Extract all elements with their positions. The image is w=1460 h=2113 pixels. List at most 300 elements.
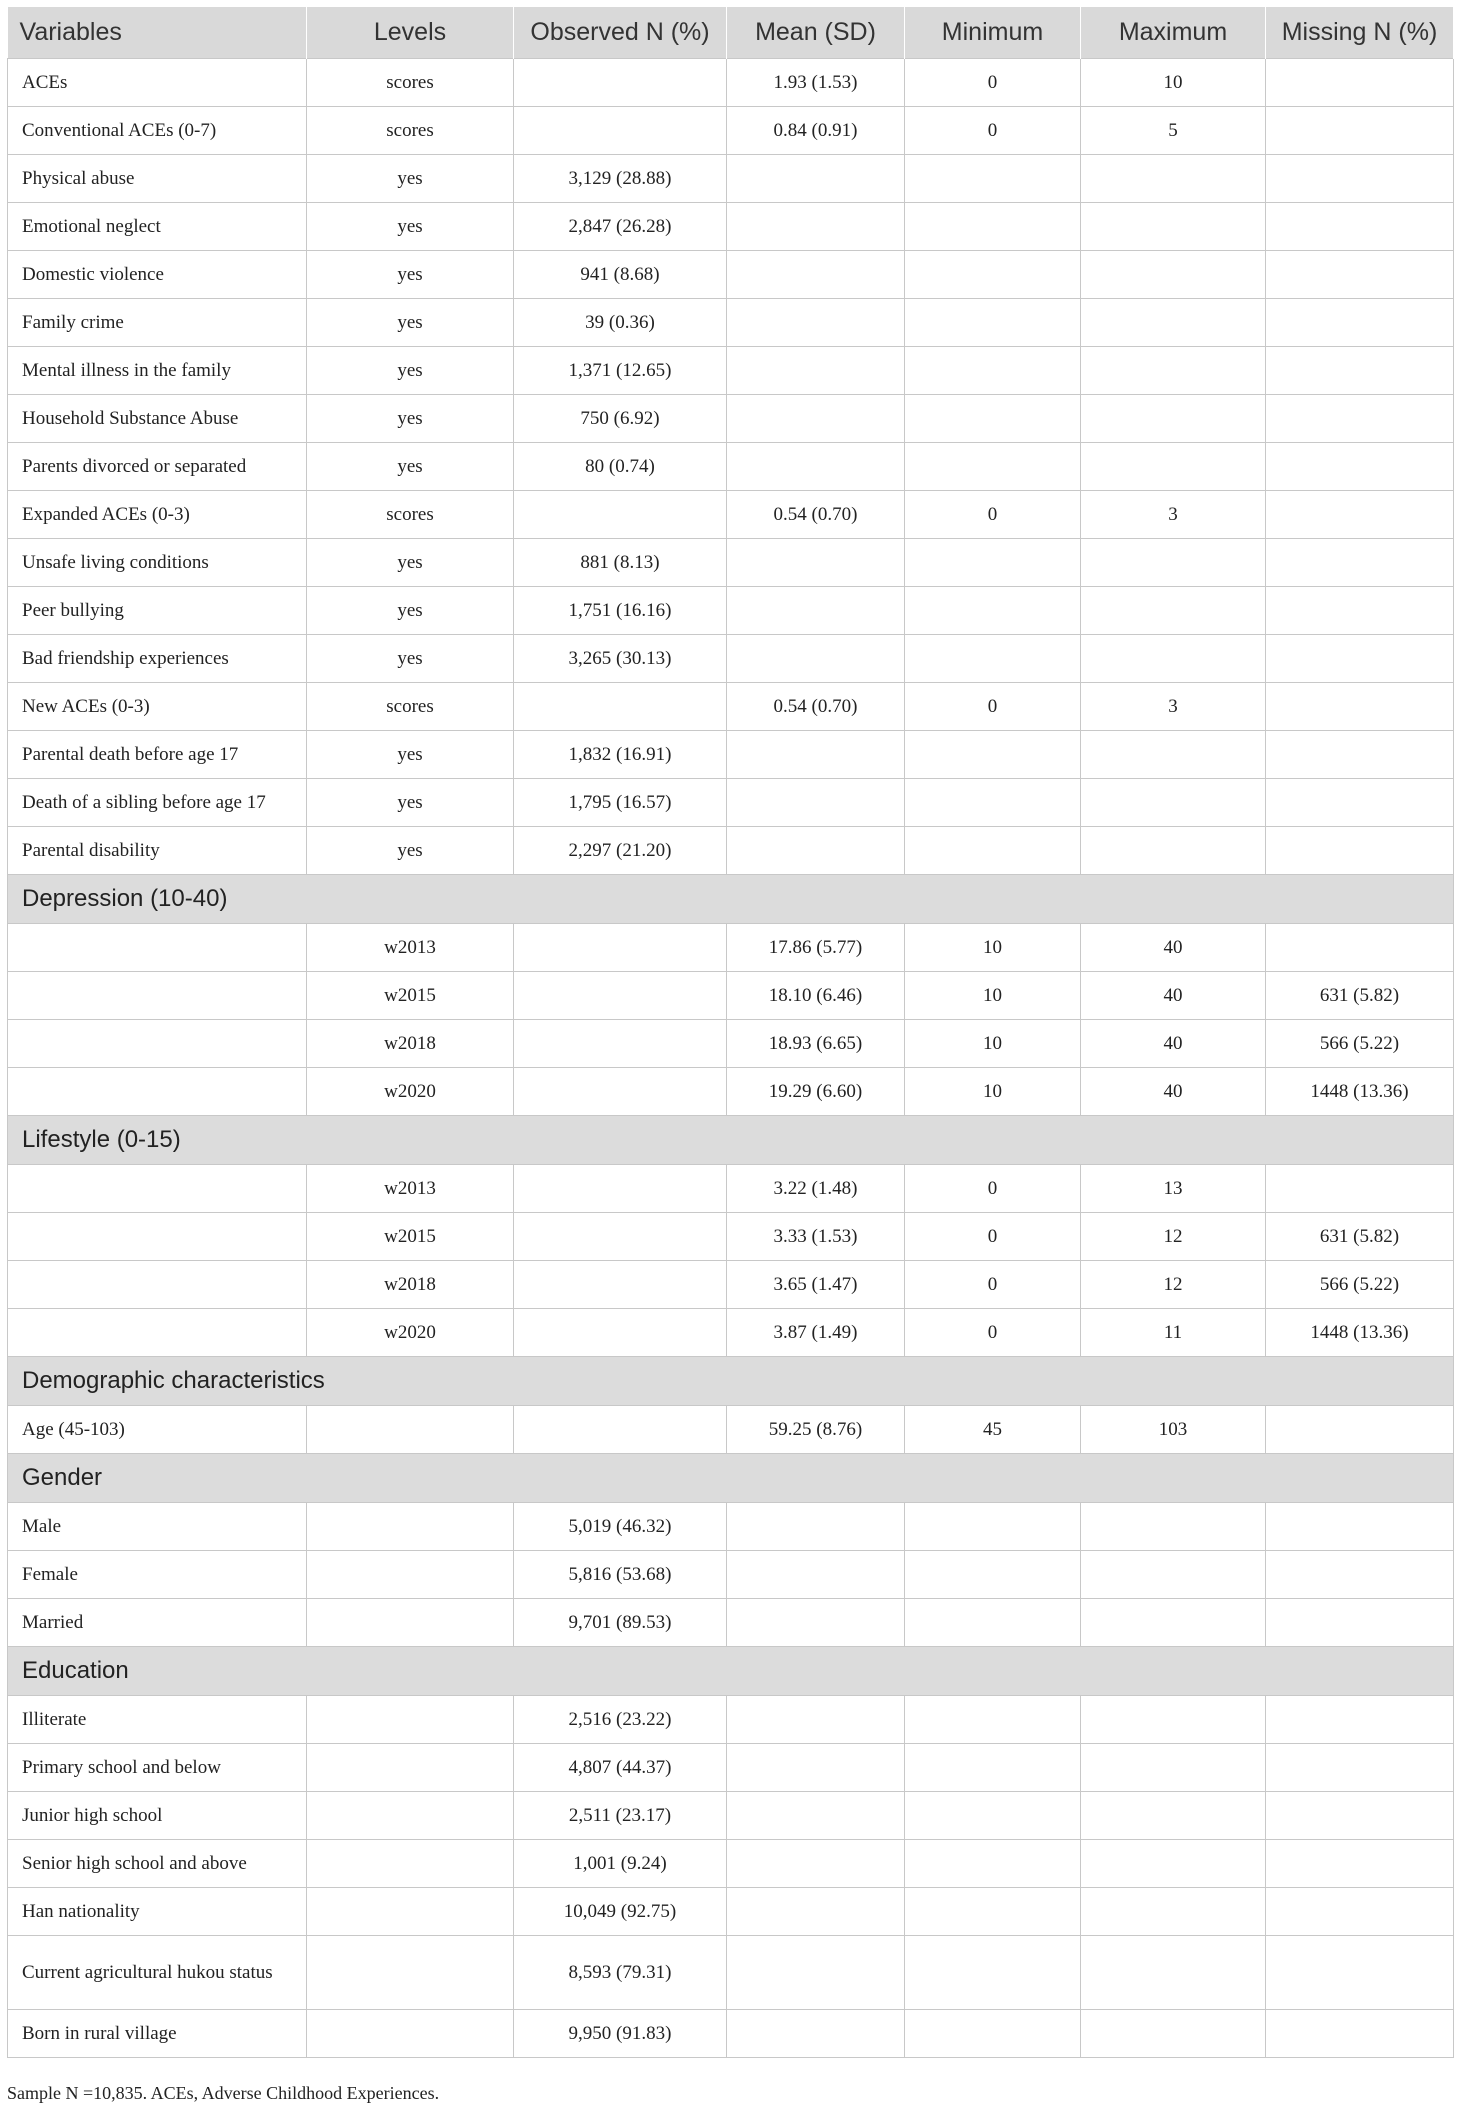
cell-level: yes bbox=[307, 395, 514, 443]
cell-minimum bbox=[905, 1696, 1081, 1744]
cell-observed bbox=[514, 1165, 727, 1213]
cell-variable: Conventional ACEs (0-7) bbox=[8, 107, 307, 155]
cell-level: yes bbox=[307, 539, 514, 587]
table-footnote: Sample N =10,835. ACEs, Adverse Childhood Experiences. bbox=[7, 2083, 440, 2103]
cell-maximum bbox=[1081, 155, 1266, 203]
cell-maximum: 12 bbox=[1081, 1261, 1266, 1309]
cell-mean-sd: 3.22 (1.48) bbox=[727, 1165, 905, 1213]
cell-missing bbox=[1266, 1503, 1454, 1551]
cell-observed: 4,807 (44.37) bbox=[514, 1744, 727, 1792]
cell-variable: Peer bullying bbox=[8, 587, 307, 635]
cell-missing: 566 (5.22) bbox=[1266, 1020, 1454, 1068]
cell-observed: 39 (0.36) bbox=[514, 299, 727, 347]
cell-variable bbox=[8, 1020, 307, 1068]
table-row bbox=[8, 1599, 1454, 1647]
cell-minimum bbox=[905, 347, 1081, 395]
cell-level bbox=[307, 1406, 514, 1454]
table-row bbox=[8, 635, 1454, 683]
table-row bbox=[8, 924, 1454, 972]
cell-level: yes bbox=[307, 827, 514, 875]
cell-level: yes bbox=[307, 203, 514, 251]
cell-minimum bbox=[905, 1840, 1081, 1888]
cell-variable: New ACEs (0-3) bbox=[8, 683, 307, 731]
cell-variable: Physical abuse bbox=[8, 155, 307, 203]
table-row bbox=[8, 395, 1454, 443]
cell-observed: 1,832 (16.91) bbox=[514, 731, 727, 779]
table-row bbox=[8, 299, 1454, 347]
cell-level bbox=[307, 1696, 514, 1744]
cell-observed: 9,950 (91.83) bbox=[514, 2010, 727, 2058]
cell-maximum bbox=[1081, 1840, 1266, 1888]
cell-mean-sd bbox=[727, 395, 905, 443]
cell-maximum: 11 bbox=[1081, 1309, 1266, 1357]
cell-maximum bbox=[1081, 1936, 1266, 2010]
cell-observed: 941 (8.68) bbox=[514, 251, 727, 299]
cell-maximum: 12 bbox=[1081, 1213, 1266, 1261]
cell-observed: 8,593 (79.31) bbox=[514, 1936, 727, 2010]
descriptive-statistics-table bbox=[7, 7, 1454, 2058]
cell-missing bbox=[1266, 347, 1454, 395]
column-header-mean-sd: Mean (SD) bbox=[727, 7, 905, 59]
section-header-row bbox=[8, 1647, 1454, 1696]
cell-maximum: 3 bbox=[1081, 491, 1266, 539]
cell-missing bbox=[1266, 443, 1454, 491]
table-row bbox=[8, 827, 1454, 875]
table-row bbox=[8, 203, 1454, 251]
cell-observed: 3,129 (28.88) bbox=[514, 155, 727, 203]
cell-minimum: 10 bbox=[905, 972, 1081, 1020]
table-row bbox=[8, 155, 1454, 203]
cell-variable: Bad friendship experiences bbox=[8, 635, 307, 683]
cell-missing bbox=[1266, 1165, 1454, 1213]
cell-level: yes bbox=[307, 731, 514, 779]
cell-mean-sd bbox=[727, 1599, 905, 1647]
cell-observed: 5,816 (53.68) bbox=[514, 1551, 727, 1599]
table-body bbox=[8, 59, 1454, 2058]
cell-mean-sd bbox=[727, 1744, 905, 1792]
cell-level bbox=[307, 1503, 514, 1551]
cell-missing bbox=[1266, 395, 1454, 443]
cell-level: w2015 bbox=[307, 972, 514, 1020]
cell-missing bbox=[1266, 924, 1454, 972]
cell-mean-sd bbox=[727, 1840, 905, 1888]
table-row bbox=[8, 251, 1454, 299]
cell-mean-sd bbox=[727, 587, 905, 635]
cell-variable: Unsafe living conditions bbox=[8, 539, 307, 587]
cell-level: w2018 bbox=[307, 1261, 514, 1309]
cell-minimum: 0 bbox=[905, 1261, 1081, 1309]
cell-maximum bbox=[1081, 539, 1266, 587]
cell-variable bbox=[8, 1261, 307, 1309]
cell-variable: Death of a sibling before age 17 bbox=[8, 779, 307, 827]
table-row bbox=[8, 539, 1454, 587]
cell-maximum bbox=[1081, 2010, 1266, 2058]
cell-variable: Household Substance Abuse bbox=[8, 395, 307, 443]
table-row bbox=[8, 1020, 1454, 1068]
cell-missing: 631 (5.82) bbox=[1266, 972, 1454, 1020]
cell-missing bbox=[1266, 731, 1454, 779]
column-header-missing: Missing N (%) bbox=[1266, 7, 1454, 59]
cell-mean-sd: 0.54 (0.70) bbox=[727, 683, 905, 731]
cell-minimum bbox=[905, 779, 1081, 827]
cell-variable: Junior high school bbox=[8, 1792, 307, 1840]
table-row bbox=[8, 731, 1454, 779]
table-row bbox=[8, 491, 1454, 539]
cell-level: yes bbox=[307, 779, 514, 827]
cell-variable: Expanded ACEs (0-3) bbox=[8, 491, 307, 539]
cell-missing bbox=[1266, 1888, 1454, 1936]
descriptive-statistics-table-container bbox=[7, 7, 1453, 2058]
cell-maximum bbox=[1081, 203, 1266, 251]
cell-observed: 1,751 (16.16) bbox=[514, 587, 727, 635]
cell-minimum bbox=[905, 395, 1081, 443]
cell-mean-sd bbox=[727, 539, 905, 587]
cell-missing bbox=[1266, 299, 1454, 347]
cell-minimum: 0 bbox=[905, 1309, 1081, 1357]
cell-maximum bbox=[1081, 395, 1266, 443]
table-row bbox=[8, 1213, 1454, 1261]
cell-level: scores bbox=[307, 491, 514, 539]
cell-mean-sd: 18.93 (6.65) bbox=[727, 1020, 905, 1068]
cell-variable: Born in rural village bbox=[8, 2010, 307, 2058]
cell-level bbox=[307, 2010, 514, 2058]
cell-missing bbox=[1266, 827, 1454, 875]
cell-mean-sd bbox=[727, 1936, 905, 2010]
cell-observed bbox=[514, 107, 727, 155]
cell-observed: 2,516 (23.22) bbox=[514, 1696, 727, 1744]
cell-variable: Parents divorced or separated bbox=[8, 443, 307, 491]
cell-missing: 1448 (13.36) bbox=[1266, 1068, 1454, 1116]
cell-variable bbox=[8, 924, 307, 972]
cell-maximum: 5 bbox=[1081, 107, 1266, 155]
cell-variable: Female bbox=[8, 1551, 307, 1599]
column-header-levels: Levels bbox=[307, 7, 514, 59]
cell-maximum bbox=[1081, 779, 1266, 827]
table-row bbox=[8, 779, 1454, 827]
cell-minimum: 10 bbox=[905, 1020, 1081, 1068]
cell-mean-sd bbox=[727, 299, 905, 347]
cell-observed: 1,795 (16.57) bbox=[514, 779, 727, 827]
cell-variable: Primary school and below bbox=[8, 1744, 307, 1792]
cell-observed bbox=[514, 1020, 727, 1068]
cell-level bbox=[307, 1792, 514, 1840]
cell-maximum: 13 bbox=[1081, 1165, 1266, 1213]
cell-level: yes bbox=[307, 299, 514, 347]
cell-observed bbox=[514, 1309, 727, 1357]
cell-missing bbox=[1266, 587, 1454, 635]
cell-variable: Illiterate bbox=[8, 1696, 307, 1744]
cell-mean-sd: 0.54 (0.70) bbox=[727, 491, 905, 539]
cell-observed bbox=[514, 1261, 727, 1309]
cell-level: yes bbox=[307, 155, 514, 203]
cell-level: yes bbox=[307, 635, 514, 683]
cell-maximum: 40 bbox=[1081, 972, 1266, 1020]
cell-maximum bbox=[1081, 731, 1266, 779]
cell-observed bbox=[514, 491, 727, 539]
table-row bbox=[8, 1936, 1454, 2010]
table-row bbox=[8, 443, 1454, 491]
cell-mean-sd: 3.33 (1.53) bbox=[727, 1213, 905, 1261]
cell-observed bbox=[514, 683, 727, 731]
cell-missing bbox=[1266, 2010, 1454, 2058]
cell-missing bbox=[1266, 155, 1454, 203]
cell-variable: Domestic violence bbox=[8, 251, 307, 299]
cell-level bbox=[307, 1840, 514, 1888]
column-header-observed: Observed N (%) bbox=[514, 7, 727, 59]
cell-minimum bbox=[905, 443, 1081, 491]
cell-missing bbox=[1266, 1792, 1454, 1840]
cell-level: w2018 bbox=[307, 1020, 514, 1068]
cell-observed bbox=[514, 924, 727, 972]
cell-minimum bbox=[905, 1936, 1081, 2010]
cell-mean-sd bbox=[727, 155, 905, 203]
column-header-maximum: Maximum bbox=[1081, 7, 1266, 59]
cell-mean-sd bbox=[727, 827, 905, 875]
cell-level: scores bbox=[307, 683, 514, 731]
cell-minimum bbox=[905, 635, 1081, 683]
column-header-minimum: Minimum bbox=[905, 7, 1081, 59]
cell-level: w2015 bbox=[307, 1213, 514, 1261]
cell-missing bbox=[1266, 1936, 1454, 2010]
cell-variable: Married bbox=[8, 1599, 307, 1647]
cell-observed bbox=[514, 59, 727, 107]
cell-maximum: 103 bbox=[1081, 1406, 1266, 1454]
cell-missing bbox=[1266, 635, 1454, 683]
cell-variable: Emotional neglect bbox=[8, 203, 307, 251]
table-row bbox=[8, 1696, 1454, 1744]
cell-mean-sd bbox=[727, 347, 905, 395]
cell-level: w2013 bbox=[307, 924, 514, 972]
cell-maximum: 40 bbox=[1081, 924, 1266, 972]
section-header-row bbox=[8, 875, 1454, 924]
section-header-row bbox=[8, 1357, 1454, 1406]
cell-minimum: 0 bbox=[905, 107, 1081, 155]
table-row bbox=[8, 347, 1454, 395]
cell-level: w2020 bbox=[307, 1068, 514, 1116]
cell-maximum bbox=[1081, 443, 1266, 491]
cell-maximum bbox=[1081, 347, 1266, 395]
table-row bbox=[8, 1261, 1454, 1309]
cell-mean-sd bbox=[727, 731, 905, 779]
cell-observed: 10,049 (92.75) bbox=[514, 1888, 727, 1936]
cell-observed: 1,371 (12.65) bbox=[514, 347, 727, 395]
table-row bbox=[8, 1840, 1454, 1888]
cell-variable bbox=[8, 972, 307, 1020]
cell-observed: 3,265 (30.13) bbox=[514, 635, 727, 683]
section-header-row bbox=[8, 1454, 1454, 1503]
table-row bbox=[8, 2010, 1454, 2058]
cell-variable: Han nationality bbox=[8, 1888, 307, 1936]
cell-mean-sd: 3.87 (1.49) bbox=[727, 1309, 905, 1357]
cell-minimum: 0 bbox=[905, 59, 1081, 107]
cell-mean-sd bbox=[727, 1888, 905, 1936]
section-label: Education bbox=[8, 1647, 1454, 1696]
cell-minimum: 45 bbox=[905, 1406, 1081, 1454]
cell-variable: Senior high school and above bbox=[8, 1840, 307, 1888]
cell-observed: 9,701 (89.53) bbox=[514, 1599, 727, 1647]
cell-level bbox=[307, 1599, 514, 1647]
cell-maximum: 10 bbox=[1081, 59, 1266, 107]
section-label: Lifestyle (0-15) bbox=[8, 1116, 1454, 1165]
cell-missing bbox=[1266, 683, 1454, 731]
table-row bbox=[8, 1551, 1454, 1599]
cell-mean-sd: 3.65 (1.47) bbox=[727, 1261, 905, 1309]
cell-maximum: 40 bbox=[1081, 1020, 1266, 1068]
cell-minimum: 10 bbox=[905, 924, 1081, 972]
cell-minimum bbox=[905, 539, 1081, 587]
table-row bbox=[8, 1744, 1454, 1792]
cell-mean-sd bbox=[727, 2010, 905, 2058]
cell-missing: 1448 (13.36) bbox=[1266, 1309, 1454, 1357]
section-header-row bbox=[8, 1116, 1454, 1165]
cell-mean-sd bbox=[727, 779, 905, 827]
section-label: Gender bbox=[8, 1454, 1454, 1503]
cell-missing bbox=[1266, 251, 1454, 299]
cell-observed: 2,511 (23.17) bbox=[514, 1792, 727, 1840]
table-row bbox=[8, 1406, 1454, 1454]
table-header-row bbox=[8, 7, 1454, 59]
cell-mean-sd bbox=[727, 251, 905, 299]
cell-missing bbox=[1266, 1840, 1454, 1888]
cell-mean-sd: 59.25 (8.76) bbox=[727, 1406, 905, 1454]
cell-maximum bbox=[1081, 827, 1266, 875]
table-row bbox=[8, 1165, 1454, 1213]
cell-minimum bbox=[905, 731, 1081, 779]
table-row bbox=[8, 1068, 1454, 1116]
cell-minimum bbox=[905, 251, 1081, 299]
cell-missing bbox=[1266, 1599, 1454, 1647]
cell-mean-sd bbox=[727, 1551, 905, 1599]
cell-missing bbox=[1266, 539, 1454, 587]
cell-minimum bbox=[905, 1551, 1081, 1599]
cell-minimum bbox=[905, 1744, 1081, 1792]
cell-variable: Current agricultural hukou status bbox=[8, 1936, 307, 2010]
cell-missing bbox=[1266, 1696, 1454, 1744]
cell-maximum: 3 bbox=[1081, 683, 1266, 731]
cell-level: yes bbox=[307, 251, 514, 299]
cell-missing bbox=[1266, 491, 1454, 539]
cell-minimum bbox=[905, 155, 1081, 203]
cell-mean-sd: 1.93 (1.53) bbox=[727, 59, 905, 107]
cell-maximum bbox=[1081, 1744, 1266, 1792]
cell-level: yes bbox=[307, 587, 514, 635]
cell-level: yes bbox=[307, 443, 514, 491]
section-label: Depression (10-40) bbox=[8, 875, 1454, 924]
cell-minimum bbox=[905, 1599, 1081, 1647]
cell-level bbox=[307, 1744, 514, 1792]
cell-mean-sd: 18.10 (6.46) bbox=[727, 972, 905, 1020]
cell-observed bbox=[514, 972, 727, 1020]
cell-mean-sd bbox=[727, 203, 905, 251]
table-row bbox=[8, 107, 1454, 155]
cell-variable: Parental death before age 17 bbox=[8, 731, 307, 779]
cell-observed bbox=[514, 1068, 727, 1116]
cell-maximum bbox=[1081, 1599, 1266, 1647]
cell-minimum bbox=[905, 827, 1081, 875]
cell-minimum bbox=[905, 203, 1081, 251]
cell-mean-sd bbox=[727, 1503, 905, 1551]
cell-minimum: 0 bbox=[905, 1165, 1081, 1213]
cell-variable: Mental illness in the family bbox=[8, 347, 307, 395]
cell-maximum bbox=[1081, 1551, 1266, 1599]
cell-maximum bbox=[1081, 1792, 1266, 1840]
cell-level: scores bbox=[307, 59, 514, 107]
cell-level: yes bbox=[307, 347, 514, 395]
cell-mean-sd bbox=[727, 1792, 905, 1840]
cell-minimum bbox=[905, 1503, 1081, 1551]
cell-minimum: 0 bbox=[905, 683, 1081, 731]
table-row bbox=[8, 1503, 1454, 1551]
table-row bbox=[8, 1888, 1454, 1936]
cell-mean-sd bbox=[727, 443, 905, 491]
cell-minimum: 0 bbox=[905, 491, 1081, 539]
cell-observed: 1,001 (9.24) bbox=[514, 1840, 727, 1888]
cell-mean-sd: 17.86 (5.77) bbox=[727, 924, 905, 972]
cell-observed bbox=[514, 1213, 727, 1261]
cell-observed: 881 (8.13) bbox=[514, 539, 727, 587]
cell-observed: 2,847 (26.28) bbox=[514, 203, 727, 251]
table-row bbox=[8, 683, 1454, 731]
cell-observed: 750 (6.92) bbox=[514, 395, 727, 443]
table-row bbox=[8, 587, 1454, 635]
cell-missing bbox=[1266, 779, 1454, 827]
table-row bbox=[8, 59, 1454, 107]
cell-variable bbox=[8, 1165, 307, 1213]
cell-minimum bbox=[905, 2010, 1081, 2058]
table-row bbox=[8, 972, 1454, 1020]
cell-missing: 631 (5.82) bbox=[1266, 1213, 1454, 1261]
cell-variable bbox=[8, 1213, 307, 1261]
cell-maximum bbox=[1081, 251, 1266, 299]
cell-mean-sd bbox=[727, 635, 905, 683]
cell-variable: Family crime bbox=[8, 299, 307, 347]
cell-level: w2020 bbox=[307, 1309, 514, 1357]
cell-observed: 2,297 (21.20) bbox=[514, 827, 727, 875]
cell-missing bbox=[1266, 1551, 1454, 1599]
cell-variable bbox=[8, 1068, 307, 1116]
cell-missing: 566 (5.22) bbox=[1266, 1261, 1454, 1309]
cell-minimum: 10 bbox=[905, 1068, 1081, 1116]
cell-maximum bbox=[1081, 635, 1266, 683]
cell-missing bbox=[1266, 107, 1454, 155]
cell-observed: 5,019 (46.32) bbox=[514, 1503, 727, 1551]
cell-variable: Age (45-103) bbox=[8, 1406, 307, 1454]
cell-level bbox=[307, 1936, 514, 2010]
cell-mean-sd: 0.84 (0.91) bbox=[727, 107, 905, 155]
cell-maximum: 40 bbox=[1081, 1068, 1266, 1116]
cell-missing bbox=[1266, 1744, 1454, 1792]
column-header-variables: Variables bbox=[8, 7, 307, 59]
cell-variable: Parental disability bbox=[8, 827, 307, 875]
section-label: Demographic characteristics bbox=[8, 1357, 1454, 1406]
cell-level: w2013 bbox=[307, 1165, 514, 1213]
cell-variable: ACEs bbox=[8, 59, 307, 107]
cell-mean-sd bbox=[727, 1696, 905, 1744]
cell-variable: Male bbox=[8, 1503, 307, 1551]
cell-maximum bbox=[1081, 1888, 1266, 1936]
cell-observed: 80 (0.74) bbox=[514, 443, 727, 491]
cell-observed bbox=[514, 1406, 727, 1454]
cell-mean-sd: 19.29 (6.60) bbox=[727, 1068, 905, 1116]
cell-maximum bbox=[1081, 1696, 1266, 1744]
cell-variable bbox=[8, 1309, 307, 1357]
table-row bbox=[8, 1309, 1454, 1357]
cell-minimum bbox=[905, 299, 1081, 347]
cell-minimum bbox=[905, 587, 1081, 635]
cell-maximum bbox=[1081, 299, 1266, 347]
cell-maximum bbox=[1081, 1503, 1266, 1551]
cell-minimum: 0 bbox=[905, 1213, 1081, 1261]
